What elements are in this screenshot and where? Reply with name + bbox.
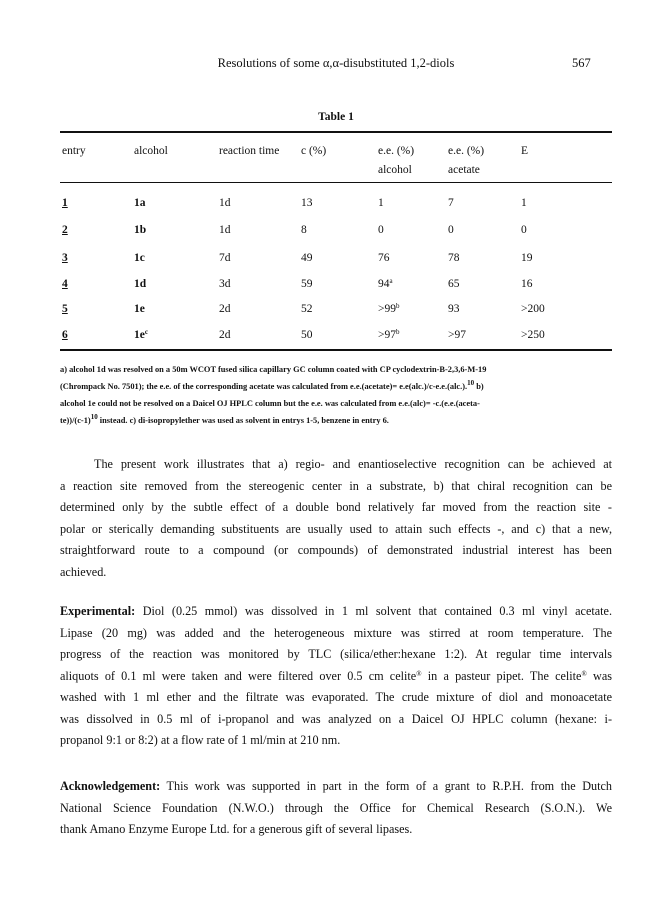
table-cell-ee-acetate: 65 — [448, 278, 460, 290]
experimental-section: Experimental: Diol (0.25 mmol) was dissolved in 1 ml solvent that contained 0.3 ml vinyl acetate. Lipase (20 mg) was added and the heterogeneous mixture was stirred at room temperature. The progress of the reaction was monitored by TLC (silica/ether:hexane 1:2). At regular time intervals aliquots of 0.1 ml were taken and were filtered over 0.5 cm celite® in a pasteur pipet. The celite® was washed with 1 ml ether and the filtrate was evaporated. The crude mixture of diol and monoacetate was dissolved in 0.5 ml of i-propanol and was analyzed on a Daicel OJ HPLC column (hexane: i- propanol 9:1 or 8:2) at a flow rate of 1 ml/min at 210 nm. — [60, 604, 612, 747]
conclusion-paragraph: The present work illustrates that a) regio- and enantioselective recognition can be achieved at a reaction site removed from the stereogenic center in a substrate, b) that chiral recognition can be determined only by the subtle effect of a double bond relatively far moved from the reaction site - polar or sterically demanding substituents are usually used to attain such effects -, and c) that a new, straightforward route to a compound (or compounds) of demonstrated industrial interest has been achieved. — [60, 457, 612, 579]
footnote-line: a) alcohol 1d was resolved on a 50m WCOT fused silica capillary GC column coated with CP cyclodextrin-B-2,3,6-M-19 — [60, 365, 487, 374]
table-footnote — [60, 361, 612, 429]
table-cell-alcohol: 1d — [134, 278, 147, 290]
table-cell-ee-alcohol: 0 — [378, 224, 384, 236]
table-header-rule — [60, 182, 612, 183]
table-cell-reaction-time: 1d — [219, 224, 231, 236]
footnote-line: alcohol 1e could not be resolved on a Daicel OJ HPLC column but the e.e. was calculated from e.e.(alc)= -c.(e.e.(aceta- — [60, 399, 480, 408]
table-cell-reaction-time: 2d — [219, 303, 231, 315]
table-cell-e-value: 16 — [521, 278, 533, 290]
table-cell-e-value: 1 — [521, 197, 527, 209]
experimental-heading: Experimental: — [60, 604, 136, 618]
table-cell-conversion: 13 — [301, 197, 313, 209]
table-cell-alcohol: 1a — [134, 197, 146, 209]
column-header-reaction-time: reaction time — [219, 145, 280, 157]
table-cell-conversion: 8 — [301, 224, 307, 236]
column-header-ee-alcohol: e.e. (%) — [378, 145, 415, 157]
table-cell-reaction-time: 3d — [219, 278, 231, 290]
table-cell-ee-alcohol: 1 — [378, 197, 384, 209]
table-cell-reaction-time: 1d — [219, 197, 231, 209]
running-title: Resolutions of some α,α-disubstituted 1,2-diols — [217, 56, 455, 70]
column-header-ee-acetate: e.e. (%) — [448, 145, 485, 157]
table-cell-alcohol: $1e^c$ — [134, 328, 148, 341]
table-cell-ee-acetate: 7 — [448, 197, 454, 209]
table-cell-e-value: 0 — [521, 224, 527, 236]
table-cell-ee-acetate: 78 — [448, 252, 460, 264]
table-cell-ee-acetate: 93 — [448, 303, 460, 315]
table-cell-reaction-time: 2d — [219, 329, 231, 341]
table-cell-ee-acetate: 0 — [448, 224, 454, 236]
table-cell-ee-alcohol: $>99^b$ — [378, 302, 400, 315]
column-header-conversion: c (%) — [301, 145, 327, 157]
column-header-alcohol: alcohol — [134, 145, 168, 157]
table-cell-ee-acetate: >97 — [448, 329, 466, 341]
table-cell-entry: 4 — [62, 278, 68, 290]
table-cell-conversion: 59 — [301, 278, 313, 290]
table-cell-entry: 6 — [62, 329, 68, 341]
table-cell-e-value: 19 — [521, 252, 533, 264]
table-bottom-rule — [60, 349, 612, 351]
table-cell-e-value: >250 — [521, 329, 545, 341]
acknowledgement-section: Acknowledgement: This work was supported in part in the form of a grant to R.P.H. from the Dutch National Science Foundation (N.W.O.) through the Office for Chemical Research (S.O.N.). We thank Amano Enzyme Europe Ltd. for a generous gift of several lipases. — [60, 779, 612, 836]
table-cell-e-value: >200 — [521, 303, 545, 315]
table-cell-conversion: 52 — [301, 303, 313, 315]
table-cell-ee-alcohol: $>97^b$ — [378, 328, 400, 341]
table-cell-ee-alcohol: 76 — [378, 252, 390, 264]
table-caption: Table 1 — [318, 111, 354, 123]
column-header-ee-acetate-sub: acetate — [448, 164, 480, 176]
table-cell-alcohol: 1c — [134, 252, 145, 264]
table-cell-entry: 3 — [62, 252, 68, 264]
page-number: 567 — [572, 56, 591, 70]
column-header-ee-alcohol-sub: alcohol — [378, 164, 412, 176]
table-cell-entry: 1 — [62, 197, 68, 209]
table-cell-conversion: 49 — [301, 252, 313, 264]
table-cell-entry: 5 — [62, 303, 68, 315]
table-cell-alcohol: 1b — [134, 224, 147, 236]
running-header — [0, 56, 672, 74]
column-header-entry: entry — [62, 145, 86, 157]
table-cell-reaction-time: 7d — [219, 252, 231, 264]
table-top-rule — [60, 131, 612, 133]
footnote-line: $te))/(c-1)^{10}$ instead. c) di-isopropylether was used as solvent in entrys 1-5, benzene in entry 6. — [60, 413, 389, 425]
table-cell-ee-alcohol: 94$^a$ — [378, 277, 393, 290]
footnote-line: (Chrompack No. 7501); the e.e. of the corresponding acetate was calculated from e.e.(acetate)= e.e(alc.)/c-e.e.(alc.).$^{10}$ b) — [60, 379, 484, 391]
table-cell-alcohol: 1e — [134, 303, 145, 315]
table-cell-conversion: 50 — [301, 329, 313, 341]
column-header-e-value: E — [521, 145, 529, 157]
acknowledgement-heading: Acknowledgement: — [60, 779, 161, 793]
table-cell-entry: 2 — [62, 224, 68, 236]
